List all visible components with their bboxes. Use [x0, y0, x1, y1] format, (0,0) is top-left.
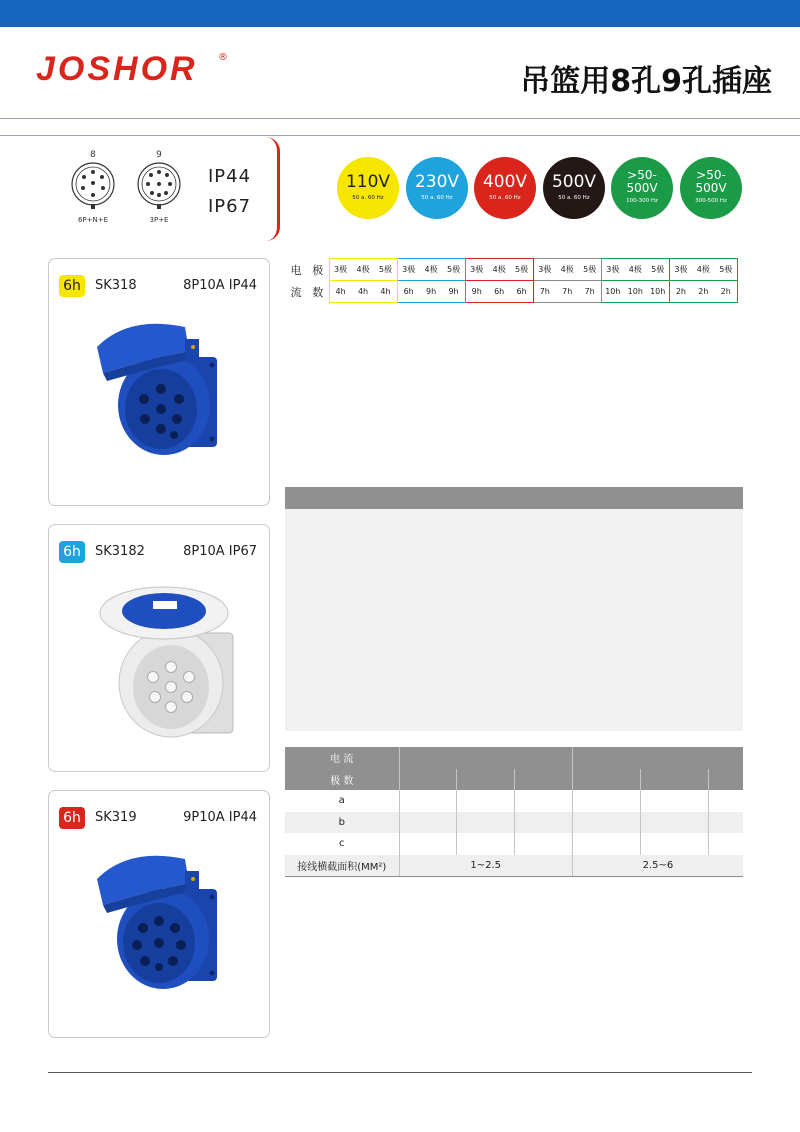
- hour-badge: 6h: [59, 807, 85, 829]
- top-color-bar: [0, 0, 800, 27]
- table-cell: [572, 747, 743, 769]
- product-card-sk318: [48, 258, 270, 506]
- hour-cell: 9h: [420, 281, 443, 303]
- pole-cell: 3极: [533, 259, 556, 281]
- page-title: 吊篮用8孔9孔插座: [520, 64, 772, 99]
- voltage-label: 230V: [414, 172, 460, 192]
- voltage-label: 500V: [626, 181, 658, 195]
- pole-cell: 3极: [601, 259, 624, 281]
- frequency-label: 100-300 Hz: [626, 198, 658, 204]
- row-label: 电: [290, 263, 302, 277]
- pole-cell: 4极: [692, 259, 715, 281]
- hour-cell: 9h: [442, 281, 465, 303]
- ip-rating: IP67: [208, 196, 252, 217]
- product-card-sk3182: [48, 524, 270, 772]
- table-cell: [399, 769, 457, 791]
- pole-cell: 3极: [397, 259, 420, 281]
- hour-cell: 7h: [579, 281, 602, 303]
- pole-cell: 5极: [579, 259, 602, 281]
- pole-cell: 5极: [647, 259, 670, 281]
- table-cell: [515, 769, 573, 791]
- registered-mark: ®: [218, 52, 228, 63]
- blue-socket-image: [89, 317, 229, 467]
- frequency-label: 50 a. 60 Hz: [421, 195, 453, 201]
- socket-caption: 3P+E: [149, 216, 169, 224]
- table-cell: [641, 769, 709, 791]
- divider-line: [0, 135, 800, 136]
- pin-count: 9: [156, 150, 162, 160]
- hour-cell: 6h: [397, 281, 420, 303]
- hour-cell: 7h: [556, 281, 579, 303]
- voltage-label: 110V: [345, 172, 391, 192]
- row-label: c: [285, 833, 399, 855]
- hour-cell: 6h: [511, 281, 534, 303]
- product-card-sk319: [48, 790, 270, 1038]
- divider-line: [0, 118, 800, 119]
- voltage-label: 400V: [482, 172, 528, 192]
- pole-cell: 4极: [624, 259, 647, 281]
- row-label: b: [285, 812, 399, 834]
- footer-line: [48, 1072, 752, 1073]
- wire-value: 2.5~6: [572, 855, 743, 877]
- voltage-badge-500v: [543, 157, 605, 219]
- wire-section-label: 接线横截面积(MM²): [285, 855, 399, 877]
- pole-cell: 3极: [669, 259, 692, 281]
- table-row: [285, 769, 743, 791]
- frequency-label: 50 a. 60 Hz: [558, 195, 590, 201]
- hour-cell: 2h: [692, 281, 715, 303]
- pin-count: 8: [90, 150, 96, 160]
- voltage-label: 500V: [695, 181, 727, 195]
- hour-cell: 6h: [488, 281, 511, 303]
- ip-rating: IP44: [208, 166, 252, 187]
- table-row: [285, 855, 743, 877]
- pole-cell: 4极: [420, 259, 443, 281]
- table-row: [285, 812, 743, 834]
- pole-cell: 5极: [374, 259, 397, 281]
- hour-cell: 2h: [669, 281, 692, 303]
- row-label: a: [285, 790, 399, 812]
- drawing-panel: [285, 509, 743, 731]
- current-hours-table: [285, 258, 738, 303]
- pole-cell: 4极: [556, 259, 579, 281]
- wire-value: 1~2.5: [399, 855, 572, 877]
- hour-cell: 10h: [647, 281, 670, 303]
- table-cell: [399, 747, 572, 769]
- frequency-label: 50 a. 60 Hz: [489, 195, 521, 201]
- voltage-label: 500V: [551, 172, 597, 192]
- voltage-badge-110v: [337, 157, 399, 219]
- hour-cell: 4h: [352, 281, 375, 303]
- table-cell: [572, 769, 640, 791]
- product-model: SK318: [95, 278, 137, 293]
- product-rating: 9P10A IP44: [183, 810, 257, 825]
- frequency-label: 50 a. 60 Hz: [352, 195, 384, 201]
- socket-diagram-8pin: [68, 150, 118, 224]
- pole-cell: 5极: [511, 259, 534, 281]
- voltage-badge-400v: [474, 157, 536, 219]
- pole-cell: 5极: [442, 259, 465, 281]
- table-row: [285, 747, 743, 769]
- product-rating: 8P10A IP67: [183, 544, 257, 559]
- product-model: SK319: [95, 810, 137, 825]
- product-model: SK3182: [95, 544, 145, 559]
- pole-cell: 4极: [352, 259, 375, 281]
- row-label: 流: [290, 285, 302, 299]
- voltage-label: >50-: [696, 168, 726, 182]
- hour-badge: 6h: [59, 541, 85, 563]
- table-cell: [457, 769, 515, 791]
- voltage-badge-230v: [406, 157, 468, 219]
- hour-cell: 10h: [624, 281, 647, 303]
- voltage-badge-50-500v-low: [611, 157, 673, 219]
- hour-cell: 4h: [329, 281, 352, 303]
- table-row: [285, 833, 743, 855]
- voltage-label: >50-: [627, 168, 657, 182]
- socket-face-icon: [134, 162, 184, 210]
- poles-row: [285, 259, 737, 281]
- product-rating: 8P10A IP44: [183, 278, 257, 293]
- socket-face-icon: [68, 162, 118, 210]
- pole-cell: 4极: [488, 259, 511, 281]
- hour-cell: 9h: [465, 281, 488, 303]
- row-label: 数: [312, 285, 324, 299]
- hours-row: [285, 281, 737, 303]
- hour-cell: 10h: [601, 281, 624, 303]
- frequency-label: 300-500 Hz: [695, 198, 727, 204]
- pole-cell: 3极: [465, 259, 488, 281]
- section-header-bar: [285, 487, 743, 509]
- current-header: 电 流: [285, 747, 399, 769]
- hour-cell: 7h: [533, 281, 556, 303]
- hour-cell: 4h: [374, 281, 397, 303]
- dimension-table: [285, 747, 743, 877]
- pole-cell: 5极: [715, 259, 738, 281]
- table-cell: [709, 769, 743, 791]
- socket-diagram-9pin: [134, 150, 184, 224]
- hour-badge: 6h: [59, 275, 85, 297]
- pole-cell: 3极: [329, 259, 352, 281]
- white-socket-image: [89, 583, 239, 743]
- hour-cell: 2h: [715, 281, 738, 303]
- row-label: 极: [312, 263, 324, 277]
- brand-logo: JOSHOR: [36, 50, 198, 88]
- table-row: [285, 790, 743, 812]
- socket-caption: 6P+N+E: [77, 216, 109, 224]
- poles-header: 极 数: [285, 769, 399, 791]
- voltage-badge-50-500v-high: [680, 157, 742, 219]
- blue-socket-image: [89, 849, 229, 999]
